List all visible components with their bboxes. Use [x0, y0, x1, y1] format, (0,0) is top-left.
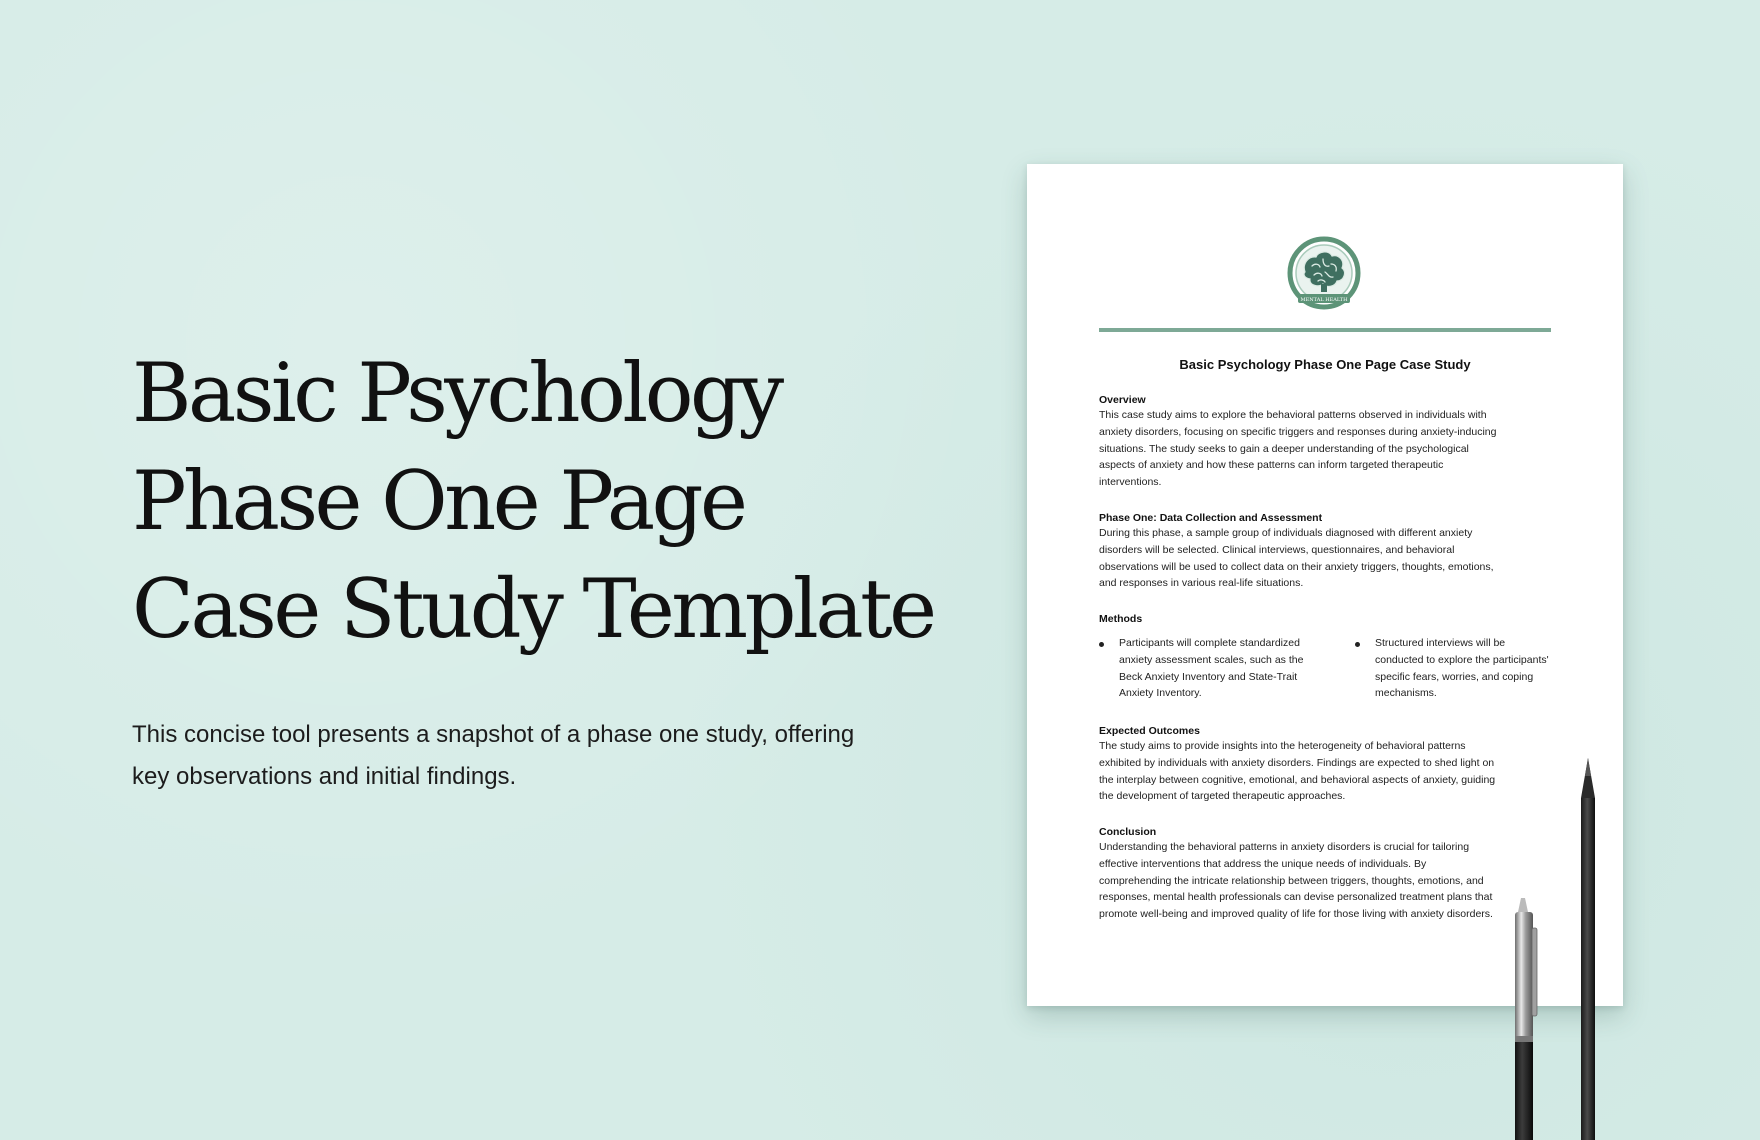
conclusion-line: promote well-being and improved quality of life for those living with anxiety disorders.	[1099, 908, 1493, 921]
methods-bullet-line: Participants will complete standardized	[1119, 637, 1300, 649]
methods-bullet	[1355, 635, 1595, 705]
methods-bullet-line: specific fears, worries, and coping	[1375, 670, 1534, 683]
logo-text: MENTAL HEALTH	[1300, 297, 1348, 303]
hero-title-line: Case Study Template	[132, 563, 934, 657]
expected-outcomes-line: the development of targeted therapeutic approaches.	[1099, 790, 1346, 803]
conclusion-paragraph	[1099, 839, 1554, 923]
hero-title-line: Basic Psychology	[132, 347, 781, 441]
header-divider	[1099, 328, 1551, 332]
conclusion-line: effective interventions that address the unique needs of individuals. By	[1099, 857, 1427, 870]
overview-line: aspects of anxiety and how these patterns can inform targeted therapeutic	[1099, 459, 1444, 472]
conclusion-line: comprehending the intricate relationship between triggers, thoughts, emotions, and	[1099, 874, 1484, 887]
document-title: Basic Psychology Phase One Page Case Study	[1179, 357, 1471, 372]
methods-bullet-line: mechanisms.	[1375, 687, 1437, 700]
conclusion-line: Understanding the behavioral patterns in anxiety disorders is crucial for tailoring	[1099, 841, 1470, 853]
bullet-dot-icon	[1355, 642, 1360, 647]
overview-line: This case study aims to explore the behavioral patterns observed in individuals with	[1099, 409, 1487, 421]
methods-bullet-line: Structured interviews will be	[1375, 637, 1506, 649]
hero-title-line: Phase One Page	[132, 455, 745, 549]
phase-one-line: observations will be used to collect data on their anxiety triggers, thoughts, emotions,	[1099, 560, 1494, 573]
overview-line: interventions.	[1099, 476, 1162, 489]
expected-outcomes-line: the interplay between cognitive, emotional, and behavioral aspects of anxiety, guiding	[1099, 773, 1496, 786]
expected-outcomes-paragraph	[1099, 738, 1554, 805]
methods-bullet-line: conducted to explore the participants'	[1375, 653, 1549, 666]
methods-bullet-line: Anxiety Inventory.	[1119, 687, 1202, 700]
conclusion-heading: Conclusion	[1099, 826, 1157, 838]
expected-outcomes-heading: Expected Outcomes	[1099, 725, 1200, 737]
methods-bullet	[1099, 635, 1339, 705]
hero-title	[132, 340, 952, 664]
expected-outcomes-line: exhibited by individuals with anxiety disorders. Findings are expected to shed light on	[1099, 756, 1495, 769]
overview-paragraph	[1099, 407, 1554, 491]
pencil-icon	[1570, 758, 1606, 1140]
phase-one-heading: Phase One: Data Collection and Assessment	[1099, 512, 1323, 524]
phase-one-paragraph	[1099, 525, 1554, 592]
conclusion-line: responses, mental health professionals can devise personalized treatment plans that	[1099, 891, 1493, 904]
hero-description-line: This concise tool presents a snapshot of a phase one study, offering	[132, 721, 855, 748]
phase-one-line: disorders will be selected. Clinical interviews, questionnaires, and behavioral	[1099, 543, 1455, 556]
phase-one-line: During this phase, a sample group of individuals diagnosed with different anxiety	[1099, 527, 1473, 539]
hero-description	[132, 714, 932, 798]
methods-bullet-line: anxiety assessment scales, such as the	[1119, 653, 1304, 666]
bullet-dot-icon	[1099, 642, 1104, 647]
methods-heading: Methods	[1099, 613, 1143, 625]
pen-icon	[1506, 898, 1546, 1140]
phase-one-line: and responses in various real-life situations.	[1099, 577, 1304, 590]
overview-line: situations. The study seeks to gain a deeper understanding of the psychological	[1099, 442, 1469, 455]
overview-line: anxiety disorders, focusing on specific triggers and responses during anxiety-inducing	[1099, 425, 1497, 438]
expected-outcomes-line: The study aims to provide insights into the heterogeneity of behavioral patterns	[1099, 740, 1466, 752]
hero-description-line: key observations and initial findings.	[132, 763, 517, 790]
document-page	[1027, 164, 1623, 1006]
methods-bullet-line: Beck Anxiety Inventory and State-Trait	[1119, 670, 1298, 683]
brain-logo-icon	[1285, 236, 1363, 314]
overview-heading: Overview	[1099, 394, 1146, 406]
